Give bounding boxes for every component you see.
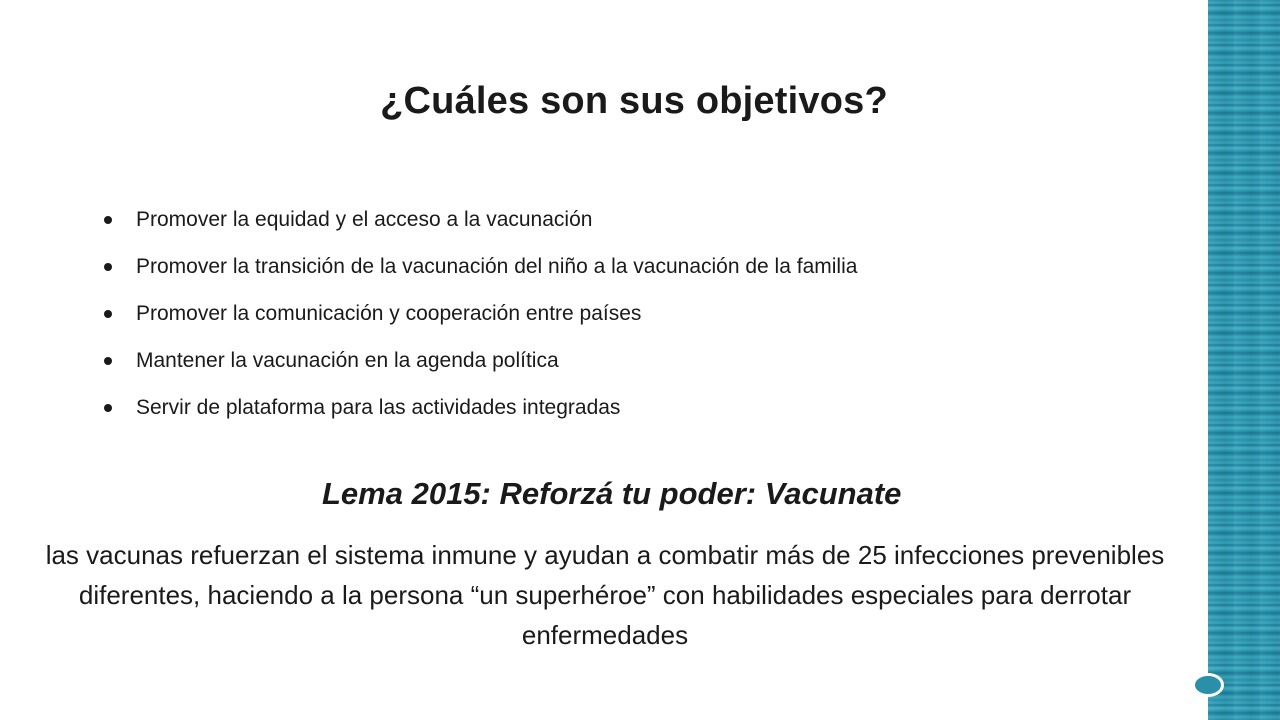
list-item	[104, 290, 857, 337]
objective-text: Servir de plataforma para las actividades integradas	[136, 396, 621, 419]
list-item	[104, 196, 857, 243]
ring-icon	[1192, 673, 1224, 697]
bullet-icon	[104, 263, 112, 271]
decorative-side-band	[1208, 0, 1280, 720]
objectives-list	[104, 196, 857, 431]
list-item	[104, 243, 857, 290]
campaign-motto: Lema 2015: Reforzá tu poder: Vacunate	[322, 476, 902, 511]
description-paragraph: las vacunas refuerzan el sistema inmune y ayudan a combatir más de 25 infecciones prevenibles diferentes, haciendo a la persona “un superhéroe” con habilidades especiales para derrotar enfermedades	[45, 540, 1165, 650]
list-item	[104, 337, 857, 384]
bullet-icon	[104, 357, 112, 365]
objective-text: Promover la transición de la vacunación del niño a la vacunación de la familia	[136, 255, 858, 278]
objective-text: Promover la equidad y el acceso a la vacunación	[136, 208, 593, 231]
bullet-icon	[104, 404, 112, 412]
bullet-icon	[104, 310, 112, 318]
list-item	[104, 384, 857, 431]
objective-text: Mantener la vacunación en la agenda política	[136, 349, 559, 372]
slide-title: ¿Cuáles son sus objetivos?	[380, 80, 888, 122]
bullet-icon	[104, 216, 112, 224]
stripe-texture	[1208, 0, 1280, 720]
objective-text: Promover la comunicación y cooperación entre países	[136, 302, 642, 325]
